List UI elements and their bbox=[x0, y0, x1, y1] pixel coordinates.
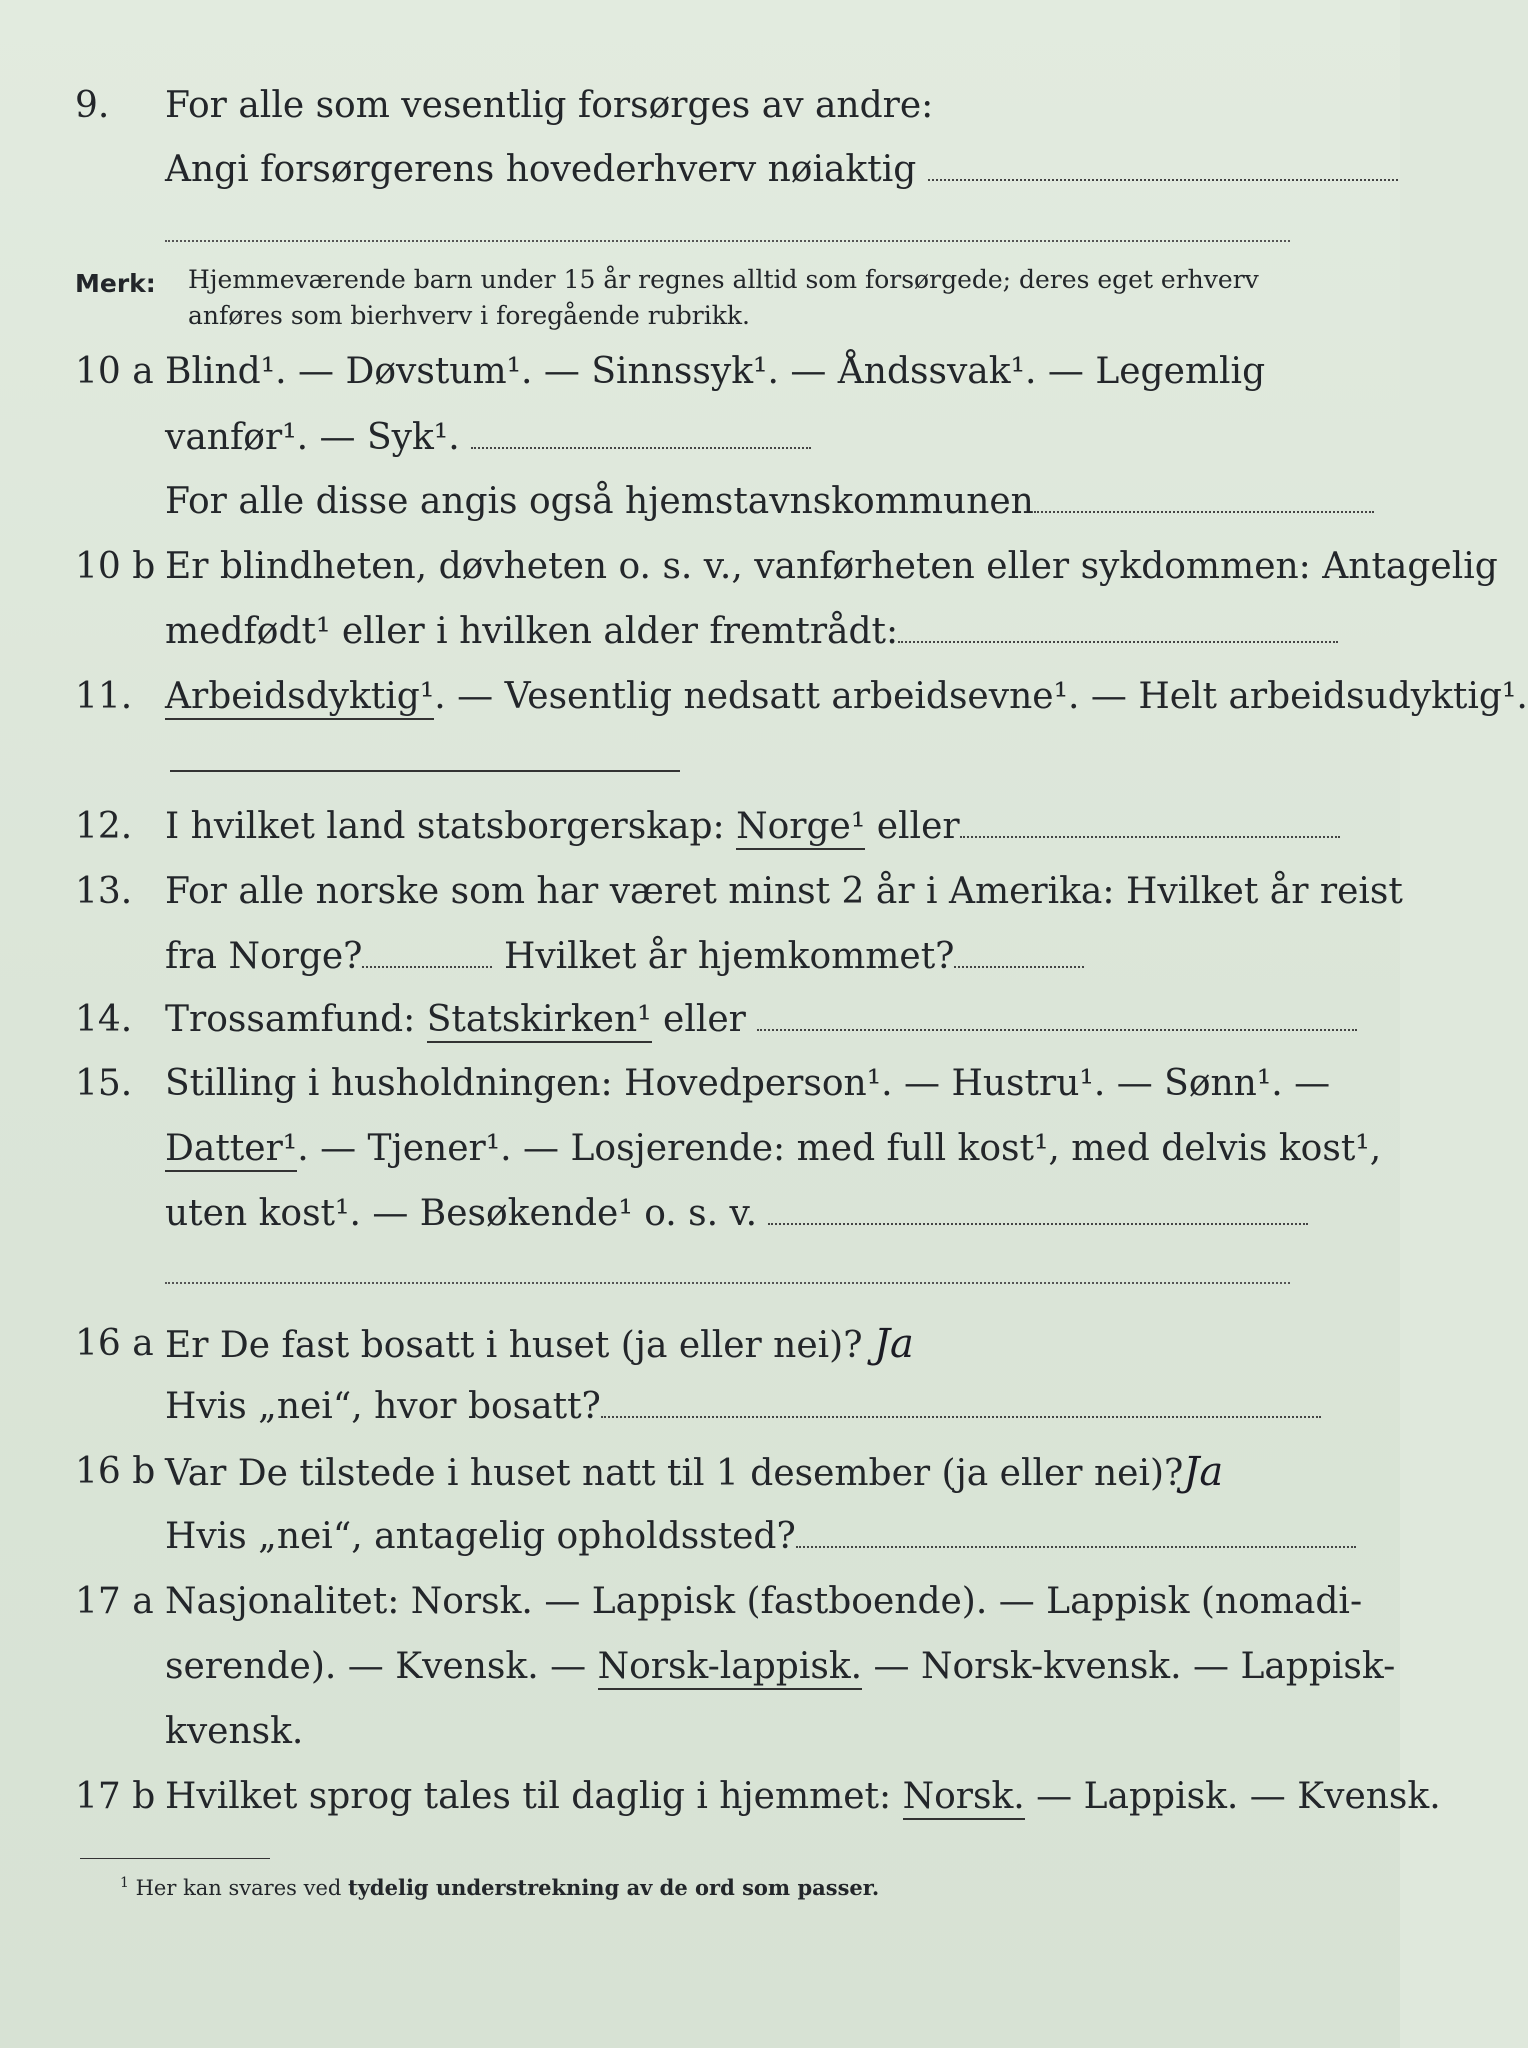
question-text: Hvilket år hjemkommet? bbox=[503, 936, 955, 977]
question-text: Nasjonalitet: Norsk. — Lappisk (fastboende). — Lappisk (nomadi- bbox=[165, 1581, 1363, 1622]
question-text: eller bbox=[663, 999, 746, 1040]
question-number: 11. bbox=[75, 676, 133, 717]
question-text: vanfør¹. — Syk¹. bbox=[165, 417, 460, 458]
question-text: uten kost¹. — Besøkende¹ o. s. v. bbox=[165, 1193, 758, 1234]
question-number: 16 a bbox=[75, 1323, 154, 1364]
answer-field[interactable] bbox=[928, 149, 1398, 181]
question-text: Er blindheten, døvheten o. s. v., vanførheten eller sykdommen: Antagelig bbox=[165, 546, 1498, 587]
question-number: 10 b bbox=[75, 546, 156, 587]
answer-field[interactable] bbox=[768, 1193, 1308, 1225]
question-number: 14. bbox=[75, 999, 133, 1040]
question-text: I hvilket land statsborgerskap: bbox=[165, 806, 725, 847]
note bbox=[0, 262, 1400, 342]
question-number: 13. bbox=[75, 871, 133, 912]
handwritten-answer: Ja bbox=[1183, 1449, 1224, 1495]
question-text: For alle norske som har været minst 2 år i Amerika: Hvilket år reist bbox=[165, 871, 1403, 912]
question-number: 10 a bbox=[75, 351, 154, 392]
selected-option[interactable]: Norsk. bbox=[903, 1776, 1025, 1820]
note-label: Merk: bbox=[75, 269, 156, 298]
note-text: Hjemmeværende barn under 15 år regnes alltid som forsørgede; deres eget erhverv anføres som bierhverv i foregående rubrikk. bbox=[188, 265, 1259, 330]
selected-option[interactable]: Arbeidsdyktig¹ bbox=[165, 676, 434, 720]
footnote-mark: 1 bbox=[120, 1875, 129, 1891]
answer-field[interactable] bbox=[1034, 481, 1374, 513]
question-text: — Norsk-kvensk. — Lappisk- bbox=[873, 1646, 1396, 1687]
question-text: eller bbox=[876, 806, 960, 847]
question-number: 9. bbox=[75, 85, 110, 126]
answer-field[interactable] bbox=[471, 417, 811, 449]
question-text: Angi forsørgerens hovederhverv nøiaktig bbox=[165, 149, 917, 190]
answer-field[interactable] bbox=[757, 999, 1357, 1031]
selected-option[interactable]: Datter¹ bbox=[165, 1128, 297, 1172]
selected-option[interactable]: Norsk-lappisk. bbox=[598, 1646, 863, 1690]
question-text: Trossamfund: bbox=[165, 999, 416, 1040]
question-text: Hvis „nei“, antagelig opholdssted? bbox=[165, 1516, 796, 1557]
footnote-divider bbox=[80, 1858, 270, 1859]
question-text: Var De tilstede i huset natt til 1 desember (ja eller nei)? bbox=[165, 1453, 1184, 1494]
answer-field[interactable] bbox=[601, 1386, 1321, 1418]
question-text: Stilling i husholdningen: Hovedperson¹. — Hustru¹. — Sønn¹. — bbox=[165, 1063, 1331, 1104]
question-text: Hvilket sprog tales til daglig i hjemmet: bbox=[165, 1776, 892, 1817]
question-text: Blind¹. — Døvstum¹. — Sinnssyk¹. — Åndssvak¹. — Legemlig bbox=[165, 351, 1266, 392]
question-number: 16 b bbox=[75, 1451, 156, 1492]
question-text: serende). — Kvensk. — bbox=[165, 1646, 587, 1687]
answer-line[interactable] bbox=[165, 1282, 1290, 1284]
answer-field[interactable] bbox=[362, 936, 492, 968]
question-number: 17 a bbox=[75, 1581, 154, 1622]
answer-field[interactable] bbox=[960, 806, 1340, 838]
answer-line[interactable] bbox=[170, 770, 680, 772]
question-text: medfødt¹ eller i hvilken alder fremtrådt: bbox=[165, 611, 899, 652]
question-text: For alle disse angis også hjemstavnskommunen bbox=[165, 481, 1034, 522]
question-text: fra Norge? bbox=[165, 936, 363, 977]
question-text: Hvis „nei“, hvor bosatt? bbox=[165, 1386, 601, 1427]
selected-option[interactable]: Statskirken¹ bbox=[427, 999, 652, 1043]
footnote bbox=[120, 1875, 879, 1900]
question-text: — Lappisk. — Kvensk. bbox=[1036, 1776, 1441, 1817]
question-text: kvensk. bbox=[165, 1711, 304, 1752]
answer-line[interactable] bbox=[165, 240, 1290, 242]
question-text: . — Tjener¹. — Losjerende: med full kost¹, med delvis kost¹, bbox=[297, 1128, 1382, 1169]
question-text: Er De fast bosatt i huset (ja eller nei)? bbox=[165, 1325, 863, 1366]
question-text: For alle som vesentlig forsørges av andre: bbox=[165, 85, 934, 126]
question-number: 12. bbox=[75, 806, 133, 847]
answer-field[interactable] bbox=[898, 611, 1338, 643]
selected-option[interactable]: Norge¹ bbox=[736, 806, 865, 850]
footnote-text: Her kan svares ved bbox=[135, 1876, 342, 1900]
question-number: 17 b bbox=[75, 1776, 156, 1817]
footnote-bold-text: tydelig understrekning av de ord som passer. bbox=[348, 1875, 880, 1900]
handwritten-answer: Ja bbox=[873, 1321, 914, 1367]
question-text: . — Vesentlig nedsatt arbeidsevne¹. — Helt arbeidsudyktig¹. bbox=[434, 676, 1528, 717]
answer-field[interactable] bbox=[954, 936, 1084, 968]
answer-field[interactable] bbox=[796, 1516, 1356, 1548]
question-number: 15. bbox=[75, 1063, 133, 1104]
